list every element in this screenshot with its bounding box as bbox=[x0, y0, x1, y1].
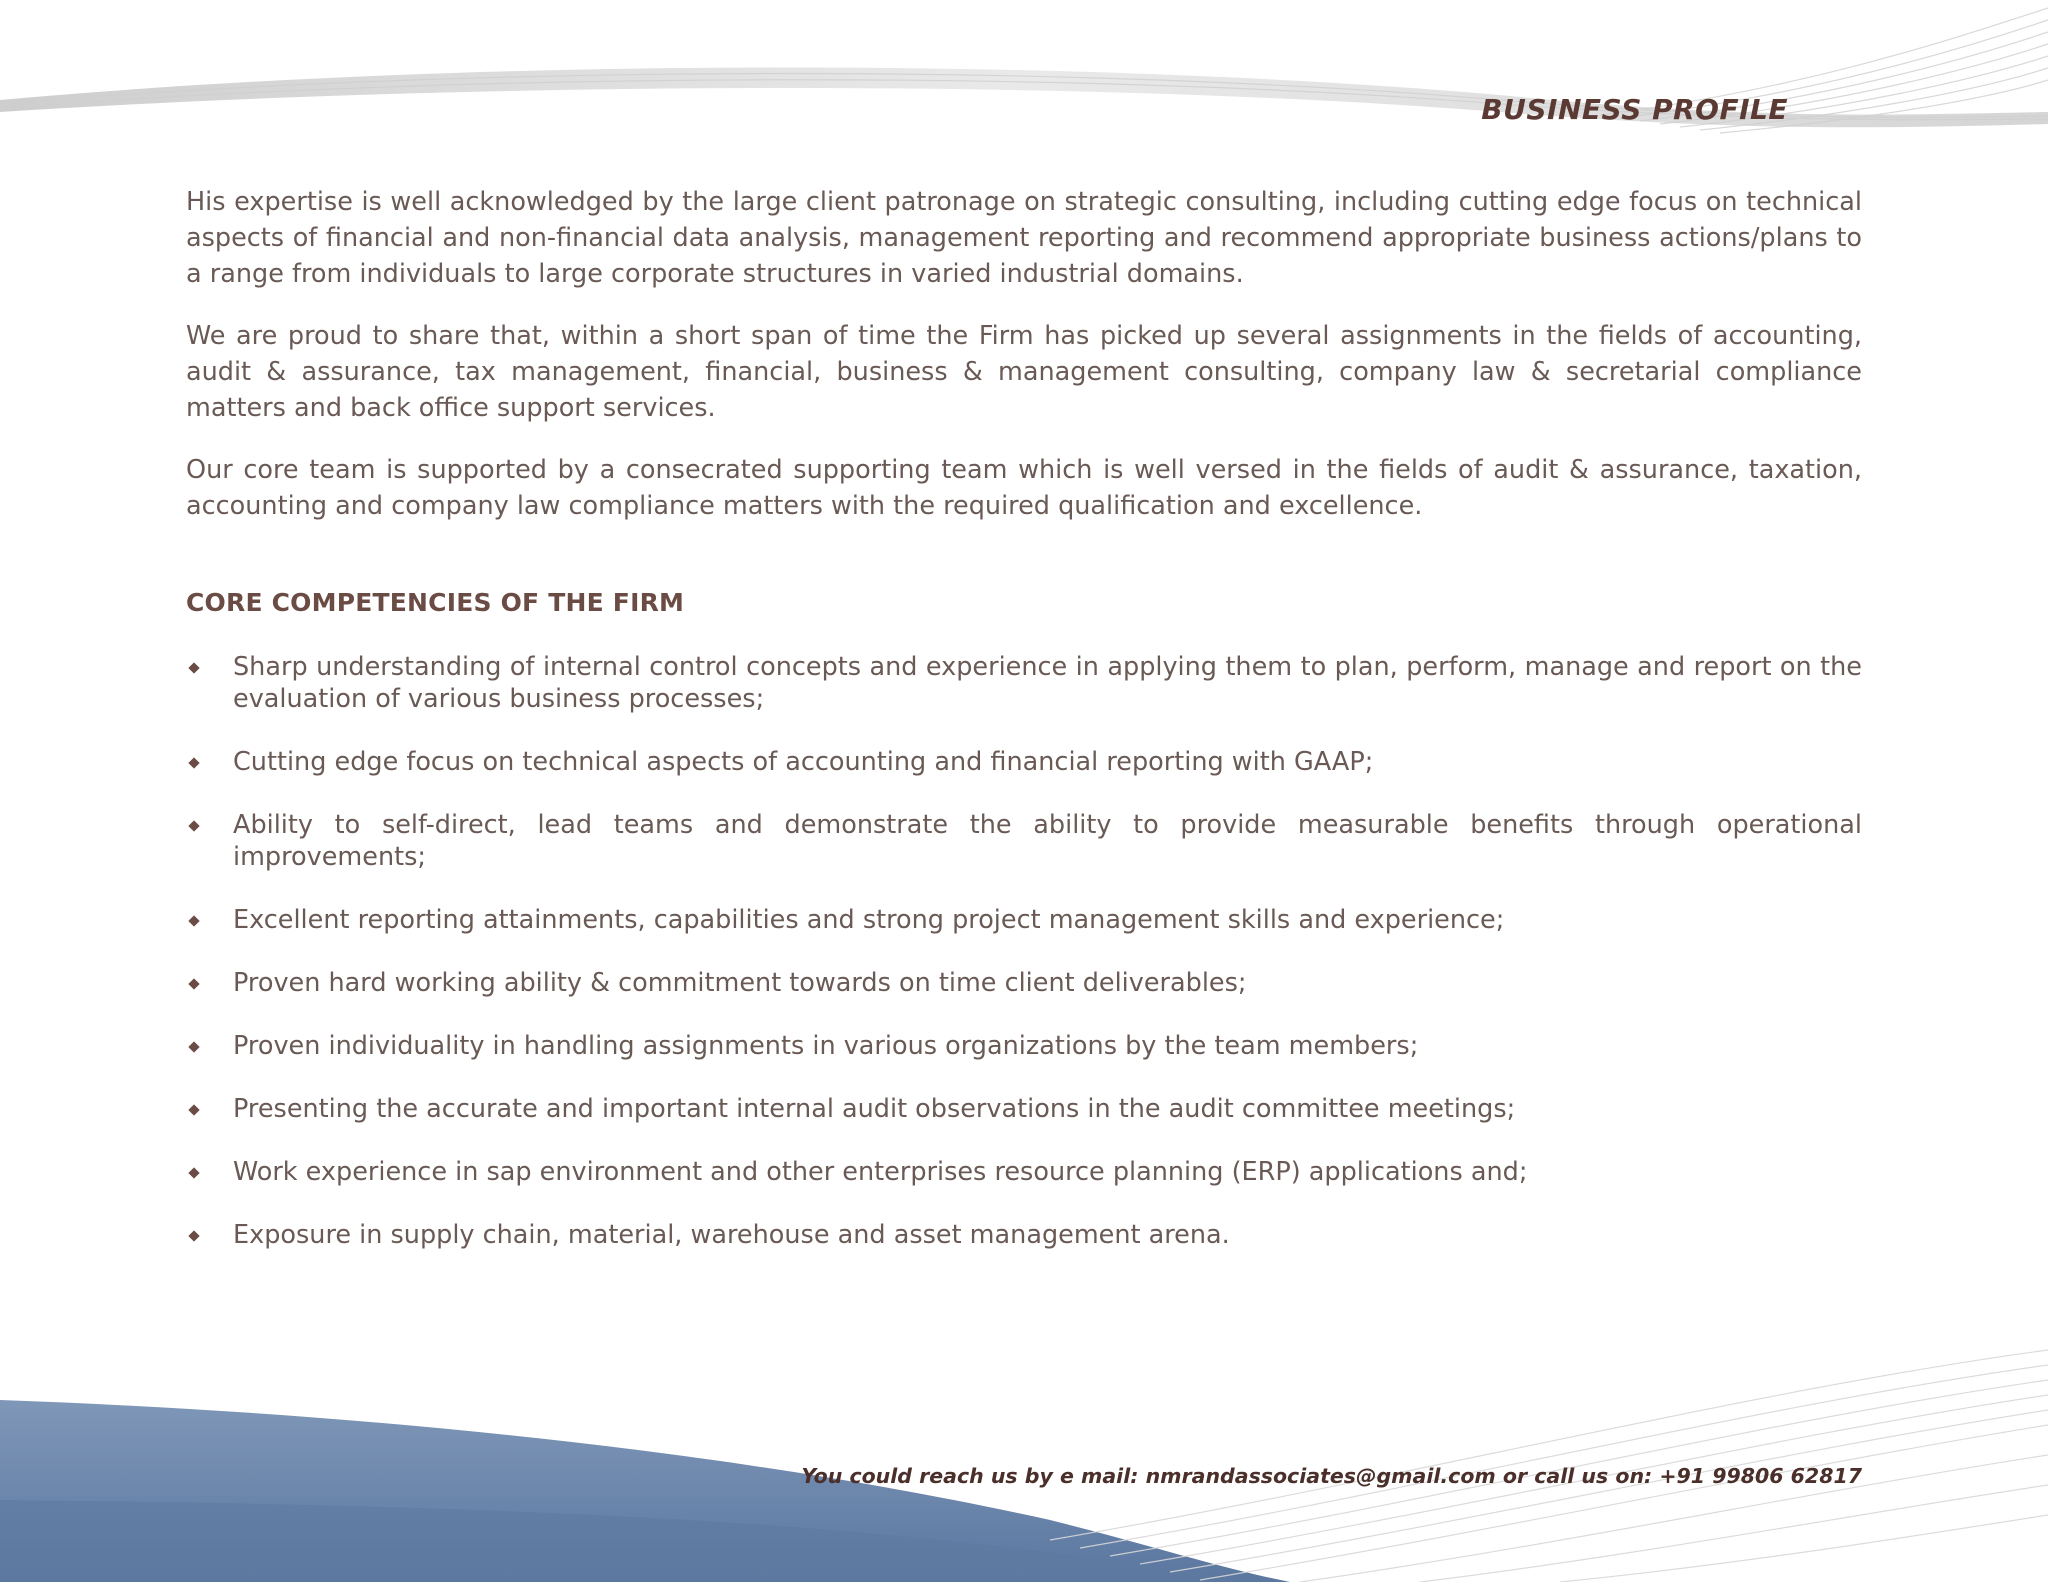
main-content bbox=[186, 184, 1862, 1282]
diamond-bullet-icon bbox=[188, 978, 199, 989]
diamond-bullet-icon bbox=[188, 1167, 199, 1178]
list-item bbox=[186, 1030, 1862, 1062]
diamond-bullet-icon bbox=[188, 915, 199, 926]
list-item-text: Excellent reporting attainments, capabilities and strong project management skills and experience; bbox=[233, 905, 1505, 935]
diamond-bullet-icon bbox=[188, 757, 199, 768]
diamond-bullet-icon bbox=[188, 662, 199, 673]
list-item-text: Proven hard working ability & commitment towards on time client deliverables; bbox=[233, 968, 1247, 998]
list-item bbox=[186, 1156, 1862, 1188]
list-item-text: Cutting edge focus on technical aspects of accounting and financial reporting with GAAP; bbox=[233, 747, 1374, 777]
list-item bbox=[186, 651, 1862, 715]
intro-paragraph-2: We are proud to share that, within a short span of time the Firm has picked up several assignments in the fields of accounting, audit & assurance, tax management, financial, business & management consulting, company law & secretarial compliance matters and back office support services. bbox=[186, 321, 1862, 423]
diamond-bullet-icon bbox=[188, 1104, 199, 1115]
intro-paragraph-1: His expertise is well acknowledged by the large client patronage on strategic consulting, including cutting edge focus on technical aspects of financial and non-financial data analysis, management reporting and recommend appropriate business actions/plans to a range from individuals to large corporate structures in varied industrial domains. bbox=[186, 187, 1862, 289]
list-item-text: Work experience in sap environment and other enterprises resource planning (ERP) applications and; bbox=[233, 1157, 1528, 1187]
list-item bbox=[186, 746, 1862, 778]
intro-paragraph-3: Our core team is supported by a consecrated supporting team which is well versed in the fields of audit & assurance, taxation, accounting and company law compliance matters with the required qualification and excellence. bbox=[186, 455, 1862, 521]
diamond-bullet-icon bbox=[188, 820, 199, 831]
diamond-bullet-icon bbox=[188, 1230, 199, 1241]
list-item-text: Proven individuality in handling assignments in various organizations by the team members; bbox=[233, 1031, 1419, 1061]
list-item bbox=[186, 904, 1862, 936]
list-item bbox=[186, 1219, 1862, 1251]
competencies-list bbox=[186, 651, 1862, 1251]
list-item bbox=[186, 967, 1862, 999]
page-title: BUSINESS PROFILE bbox=[1481, 93, 1788, 126]
diamond-bullet-icon bbox=[188, 1041, 199, 1052]
list-item bbox=[186, 1093, 1862, 1125]
list-item-text: Exposure in supply chain, material, warehouse and asset management arena. bbox=[233, 1220, 1230, 1250]
list-item bbox=[186, 809, 1862, 873]
list-item-text: Ability to self-direct, lead teams and demonstrate the ability to provide measurable benefits through operational improvements; bbox=[233, 810, 1862, 872]
competencies-heading: CORE COMPETENCIES OF THE FIRM bbox=[186, 588, 685, 617]
list-item-text: Sharp understanding of internal control concepts and experience in applying them to plan, perform, manage and report on the evaluation of various business processes; bbox=[233, 652, 1862, 714]
footer-contact: You could reach us by e mail: nmrandassociates@gmail.com or call us on: +91 99806 62817 bbox=[801, 1464, 1862, 1488]
list-item-text: Presenting the accurate and important internal audit observations in the audit committee meetings; bbox=[233, 1094, 1516, 1124]
